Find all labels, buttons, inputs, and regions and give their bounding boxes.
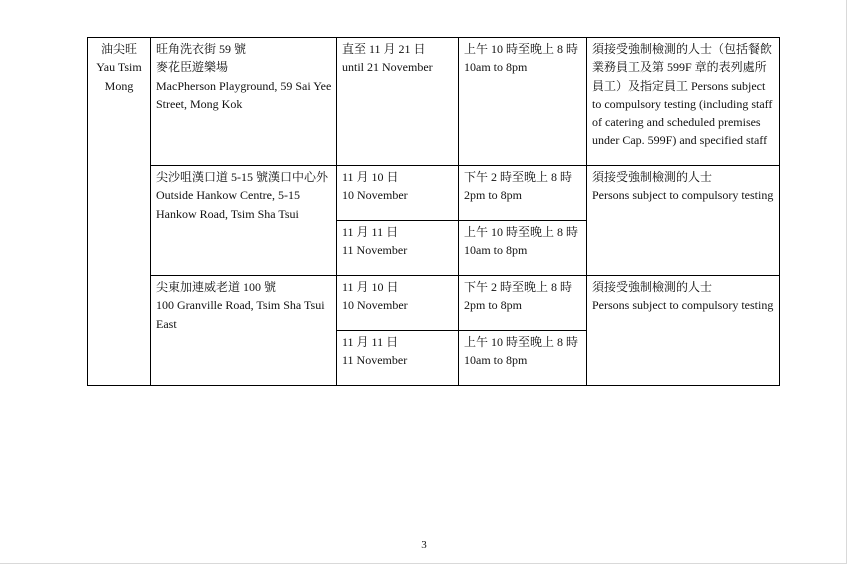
location-chinese-venue: 麥花臣遊樂場 — [156, 60, 229, 75]
date-english: until 21 November — [342, 60, 433, 75]
target-group-cell — [587, 166, 780, 276]
time-chinese: 上午 10 時至晚上 8 時 — [464, 42, 579, 56]
target-group-cell — [587, 38, 780, 166]
date-chinese: 11 月 11 日 — [342, 225, 399, 239]
table-row — [88, 166, 780, 221]
district-chinese: 油尖旺 — [100, 42, 137, 56]
time-english: 10am to 8pm — [464, 243, 528, 258]
location-english: MacPherson Playground, 59 Sai Yee Street, Mong Kok — [156, 78, 332, 111]
date-chinese: 11 月 10 日 — [342, 170, 399, 184]
time-cell — [459, 166, 587, 221]
time-english: 10am to 8pm — [464, 353, 528, 368]
time-english: 2pm to 8pm — [464, 188, 523, 203]
time-cell — [459, 38, 587, 166]
location-cell — [151, 276, 337, 386]
date-chinese: 11 月 10 日 — [342, 280, 399, 294]
district-cell — [88, 38, 151, 386]
target-group-english: Persons subject to compulsory testing — [592, 188, 774, 203]
table-row — [88, 38, 780, 166]
target-group-chinese: 須接受強制檢測的人士 — [592, 170, 713, 184]
date-cell — [337, 331, 459, 386]
date-cell — [337, 166, 459, 221]
location-cell — [151, 38, 337, 166]
testing-sites-table — [87, 37, 780, 386]
time-english: 10am to 8pm — [464, 60, 528, 75]
date-english: 10 November — [342, 188, 408, 203]
time-chinese: 上午 10 時至晚上 8 時 — [464, 225, 579, 239]
location-english: Outside Hankow Centre, 5-15 Hankow Road, Tsim Sha Tsui — [156, 188, 300, 221]
target-group-text: 須接受強制檢測的人士（包括餐飲業務員工及第 599F 章的表列處所員工）及指定員工 Persons subject to compulsory testing (including staff of catering and scheduled premises under Cap. 599F) and specified staff — [592, 42, 773, 148]
date-english: 10 November — [342, 298, 408, 313]
time-cell — [459, 276, 587, 331]
location-chinese: 尖沙咀漢口道 5-15 號漢口中心外 — [156, 170, 328, 184]
date-english: 11 November — [342, 353, 408, 368]
target-group-english: Persons subject to compulsory testing — [592, 298, 774, 313]
time-cell — [459, 221, 587, 276]
district-english-line2: Mong — [104, 78, 134, 93]
location-english: 100 Granville Road, Tsim Sha Tsui East — [156, 298, 325, 331]
date-chinese: 11 月 11 日 — [342, 335, 399, 349]
target-group-cell — [587, 276, 780, 386]
target-group-chinese: 須接受強制檢測的人士 — [592, 280, 713, 294]
date-cell — [337, 38, 459, 166]
date-chinese: 直至 11 月 21 日 — [342, 42, 426, 56]
time-chinese: 下午 2 時至晚上 8 時 — [464, 280, 573, 294]
time-chinese: 上午 10 時至晚上 8 時 — [464, 335, 579, 349]
date-cell — [337, 221, 459, 276]
time-english: 2pm to 8pm — [464, 298, 523, 313]
location-chinese: 旺角洗衣街 59 號 — [156, 42, 247, 56]
location-cell — [151, 166, 337, 276]
time-cell — [459, 331, 587, 386]
page-number: 3 — [421, 539, 427, 551]
date-english: 11 November — [342, 243, 408, 258]
date-cell — [337, 276, 459, 331]
time-chinese: 下午 2 時至晚上 8 時 — [464, 170, 573, 184]
location-chinese: 尖東加連威老道 100 號 — [156, 280, 277, 294]
district-english-line1: Yau Tsim — [96, 60, 142, 75]
table-row — [88, 276, 780, 331]
